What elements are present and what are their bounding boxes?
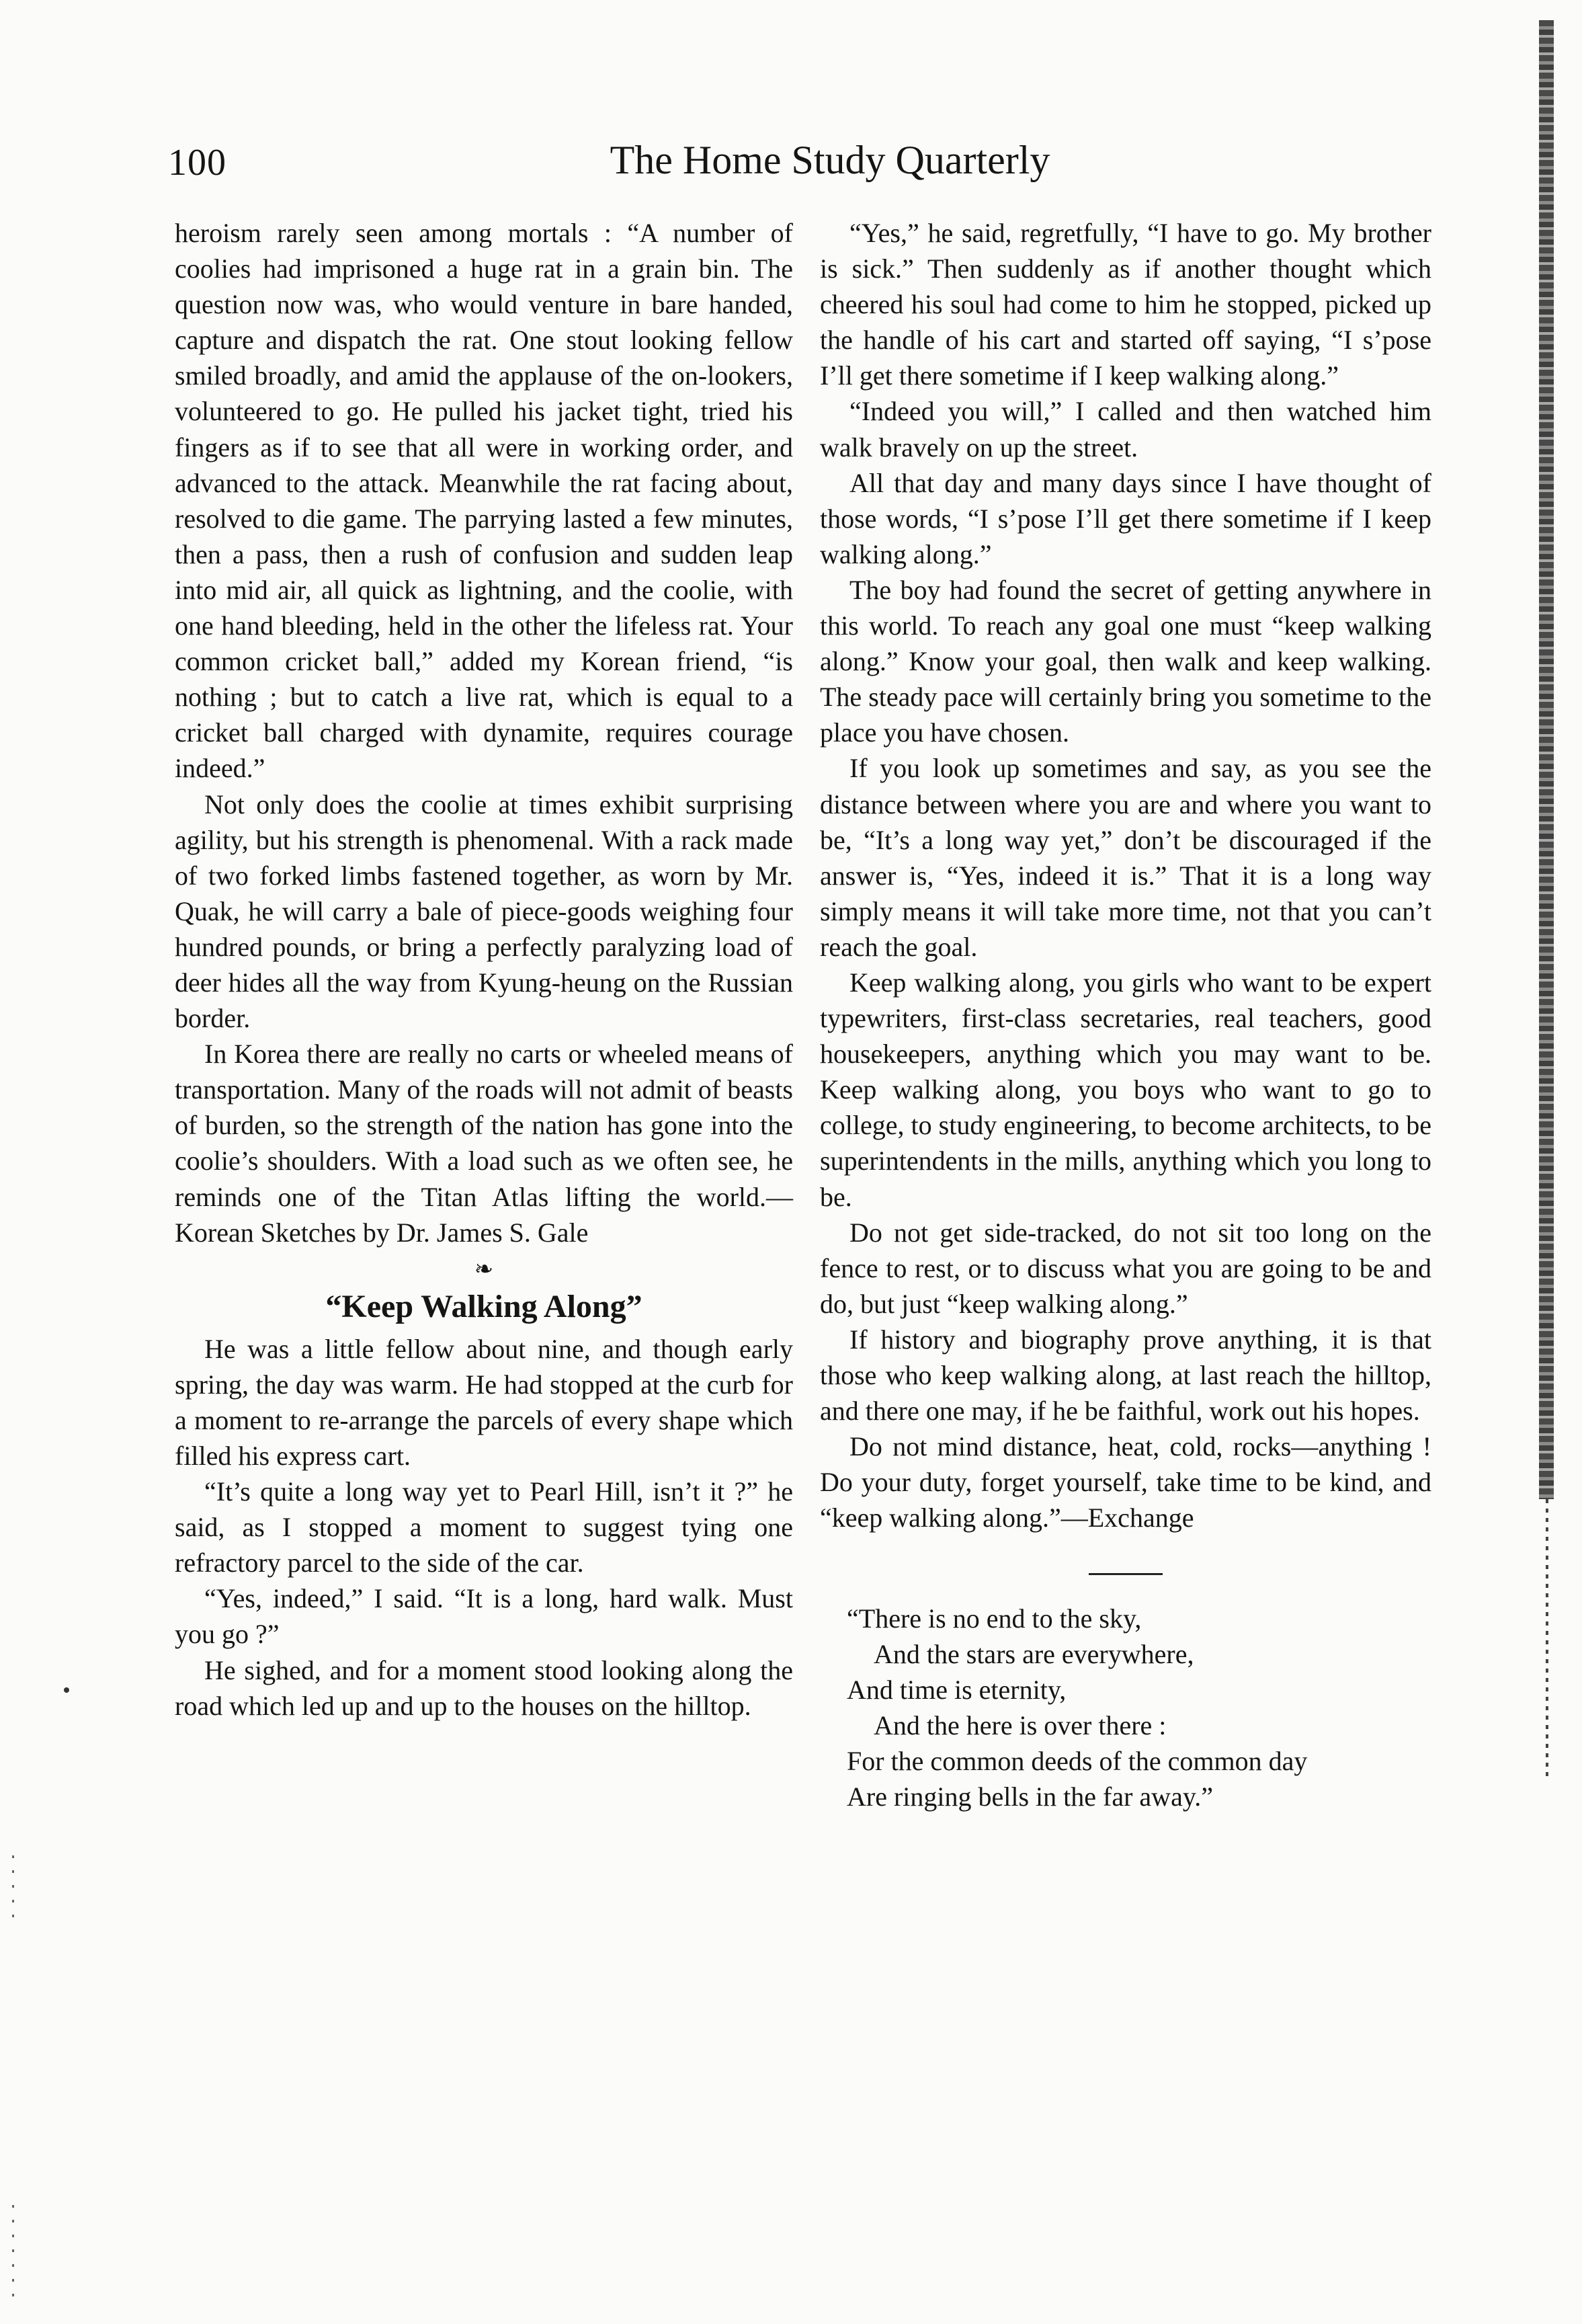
paragraph: “It’s quite a long way yet to Pearl Hill, isn’t it ?” he said, as I stopped a moment to suggest tying one refractory parcel to the side of the car. (175, 1476, 793, 1578)
poem-line: Are ringing bells in the far away.” (847, 1781, 1213, 1812)
scan-speck (64, 1687, 69, 1693)
poem-line: And the stars are everywhere, (874, 1639, 1194, 1670)
paragraph: In Korea there are really no carts or wheeled means of transportation. Many of the roads will not admit of beasts of burden, so the strength of the nation has gone into the coolie’s shoulders. With a load such as we often see, he reminds one of the Titan Atlas lifting the world.—Korean Sketches by Dr. James S. Gale (175, 1039, 793, 1248)
paragraph: “Yes,” he said, regretfully, “I have to go. My brother is sick.” Then suddenly as if another thought which cheered his soul had come to him he stopped, picked up the handle of his cart and started off saying, “I s’pose I’ll get there sometime if I keep walking along.” (820, 218, 1431, 391)
poem-line: For the common deeds of the common day (847, 1746, 1308, 1777)
right-column (820, 215, 1431, 1814)
paragraph: Do not get side-tracked, do not sit too long on the fence to rest, or to discuss what you are going to be and do, but just “keep walking along.” (820, 1217, 1431, 1319)
paragraph: All that day and many days since I have thought of those words, “I s’pose I’ll get there sometime if I keep walking along.” (820, 467, 1431, 569)
left-column (175, 215, 793, 1724)
paragraph: The boy had found the secret of getting anywhere in this world. To reach any goal one must “keep walking along.” Know your goal, then walk and keep walking. The steady pace will certainly bring you sometime to the place you have chosen. (820, 574, 1431, 748)
paragraph: Do not mind distance, heat, cold, rocks—anything ! Do your duty, forget yourself, take time to be kind, and “keep walking along.”—Exchange (820, 1431, 1431, 1533)
poem-line: And the here is over there : (874, 1710, 1167, 1741)
article-title: “Keep Walking Along” (325, 1288, 642, 1324)
paragraph: Not only does the coolie at times exhibit surprising agility, but his strength is phenomenal. With a rack made of two forked limbs fastened together, as worn by Mr. Quak, he will carry a bale of piece-goods weighing four hundred pounds, or bring a perfectly paralyzing load of deer hides all the way from Kyung-heung on the Russian border. (175, 789, 793, 1034)
poem (847, 1601, 1431, 1814)
paragraph: He was a little fellow about nine, and though early spring, the day was warm. He had stopped at the curb for a moment to re-arrange the parcels of every shape which filled his express cart. (175, 1333, 793, 1471)
paragraph: “Indeed you will,” I called and then watched him walk bravely on up the street. (820, 396, 1431, 463)
paragraph: He sighed, and for a moment stood looking along the road which led up and up to the houses on the hilltop. (175, 1654, 793, 1721)
page-number: 100 (168, 142, 226, 184)
paragraph: If history and biography prove anything, it is that those who keep walking along, at last reach the hilltop, and there one may, if he be faithful, work out his hopes. (820, 1324, 1431, 1427)
scan-dots (12, 2205, 14, 2299)
paragraph: “Yes, indeed,” I said. “It is a long, hard walk. Must you go ?” (175, 1583, 793, 1650)
scan-edge-artifact-lower (1546, 1499, 1548, 1781)
ornament-icon: ❧ (474, 1256, 494, 1282)
paragraph: heroism rarely seen among mortals : “A number of coolies had imprisoned a huge rat in a grain bin. The question now was, who would venture in bare handed, capture and dispatch the rat. One stout looking fellow smiled broadly, and amid the applause of the on-lookers, volunteered to go. He pulled his jacket tight, tried his fingers as if to see that all were in working order, and advanced to the attack. Meanwhile the rat facing about, resolved to die game. The parrying lasted a few minutes, then a pass, then a rush of confusion and sudden leap into mid air, all quick as lightning, and the coolie, with one hand bleeding, held in the other the lifeless rat. Your common cricket ball,” added my Korean friend, “is nothing ; but to catch a live rat, which is equal to a cricket ball charged with dynamite, requires courage indeed.” (175, 218, 793, 784)
scan-edge-artifact (1539, 20, 1554, 1499)
poem-line: And time is eternity, (847, 1675, 1067, 1706)
scan-dots (12, 1855, 14, 1929)
poem-line: “There is no end to the sky, (847, 1603, 1142, 1634)
paragraph: If you look up sometimes and say, as you see the distance between where you are and where you want to be, “It’s a long way yet,” don’t be discouraged if the answer is, “Yes, indeed it is.” That it is a long way simply means it will take more time, not that you can’t reach the goal. (820, 753, 1431, 962)
running-title: The Home Study Quarterly (610, 138, 1050, 182)
section-divider (1089, 1573, 1163, 1575)
paragraph: Keep walking along, you girls who want to be expert typewriters, first-class secretaries, real teachers, good housekeepers, anything which you may want to be. Keep walking along, you boys who want to go to college, to study engineering, to become architects, to be superintendents in the mills, anything which you long to be. (820, 967, 1431, 1212)
page-header (168, 134, 1418, 208)
